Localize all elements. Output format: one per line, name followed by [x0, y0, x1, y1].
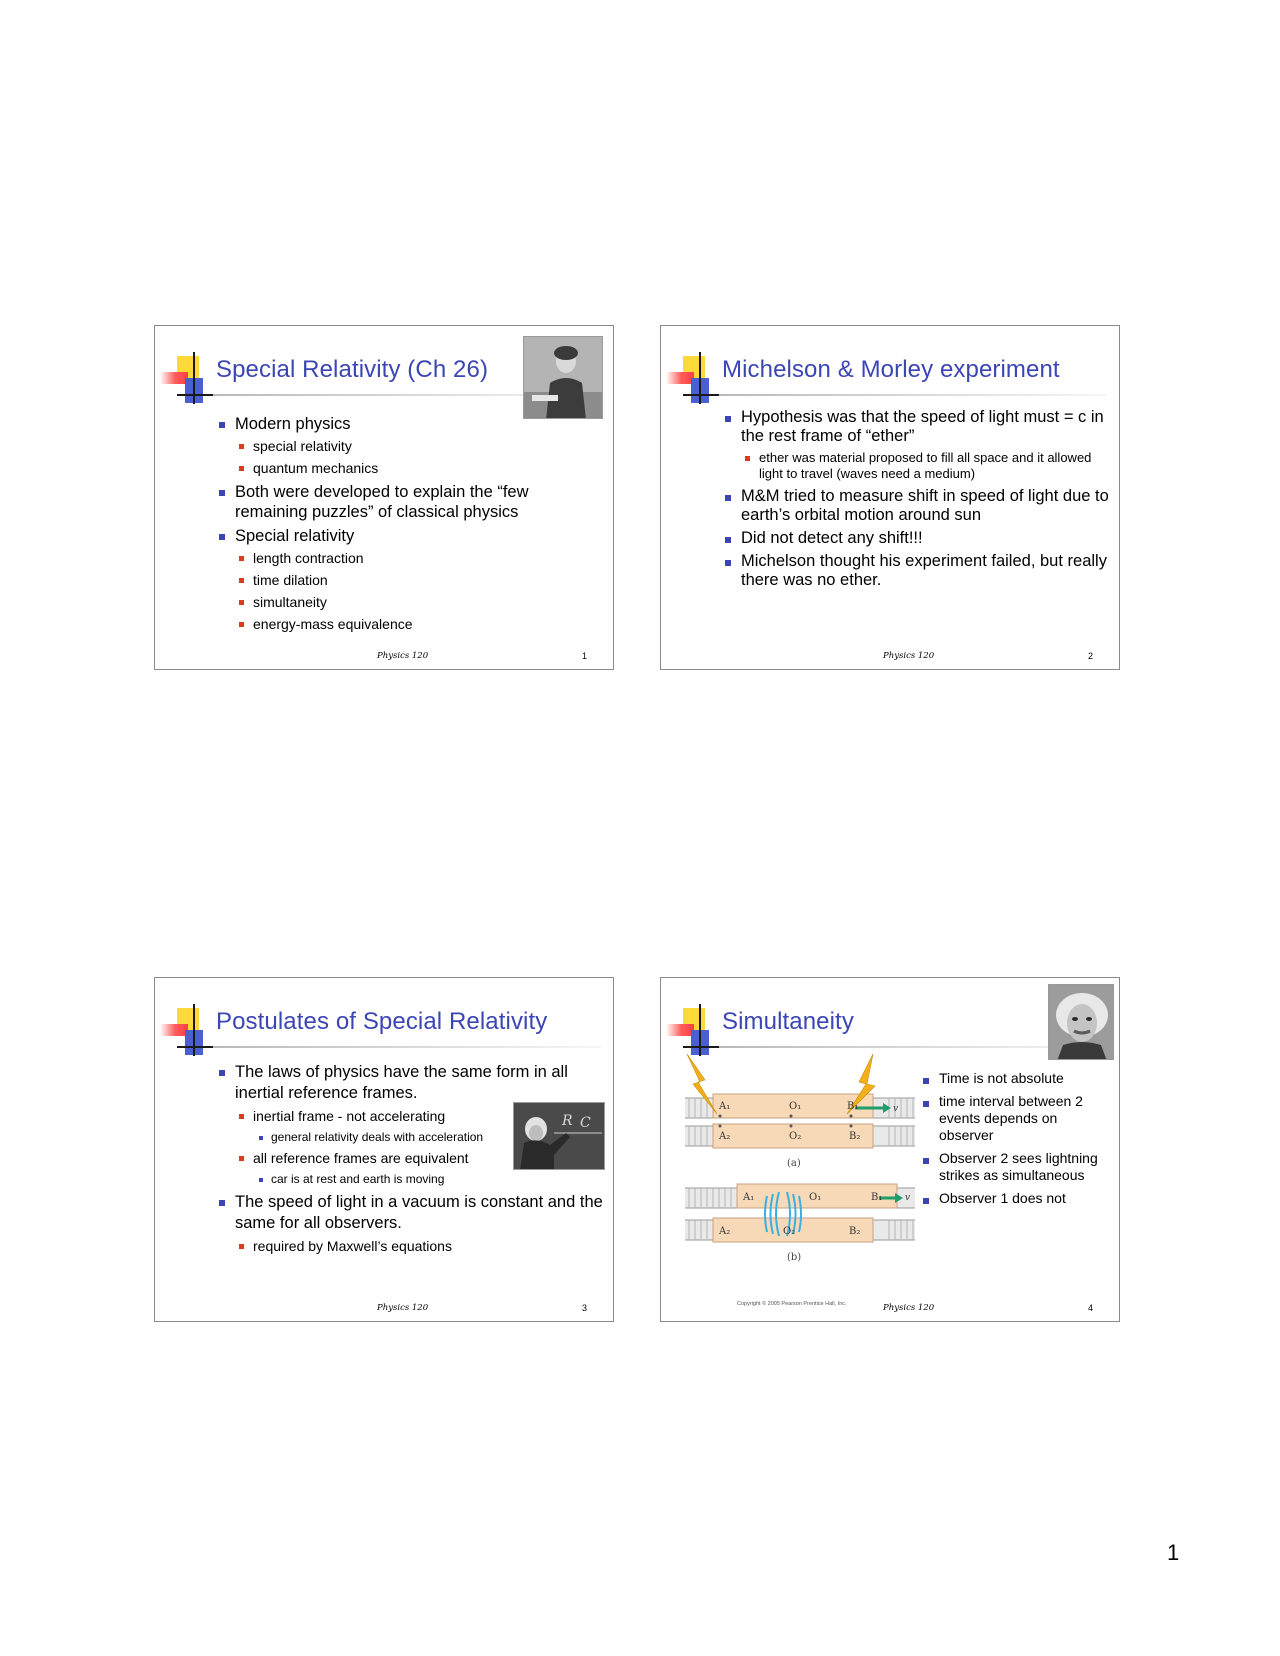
slide-4	[660, 977, 1120, 1322]
footer-course-label: Physics 120	[883, 651, 935, 661]
svg-text:A₂: A₂	[719, 1131, 731, 1142]
slide-footer	[155, 1303, 613, 1317]
sub-bullet-item: ether was material proposed to fill all space and it allowed light to travel (waves need a medium)	[745, 450, 1111, 482]
sub-bullet-item: inertial frame - not accelerating	[239, 1108, 607, 1125]
bullet-item: M&M tried to measure shift in speed of light due to earth’s orbital motion around sun	[725, 487, 1111, 525]
sub-bullet-item: simultaneity	[239, 594, 601, 611]
sub-bullet-item: length contraction	[239, 550, 601, 567]
slide-footer	[155, 651, 613, 665]
svg-text:B₁: B₁	[847, 1101, 859, 1112]
title-rule	[719, 394, 1107, 396]
svg-text:O₂: O₂	[789, 1131, 802, 1142]
slide-title: Postulates of Special Relativity	[216, 1008, 548, 1035]
svg-text:O₁: O₁	[809, 1192, 822, 1203]
svg-text:(a): (a)	[787, 1158, 801, 1169]
figure-copyright: Copyright © 2005 Pearson Prentice Hall, Inc.	[737, 1301, 847, 1307]
bullet-item: Time is not absolute	[923, 1070, 1109, 1087]
slide-body	[725, 408, 1111, 594]
slide-1	[154, 325, 614, 670]
sub-bullet-item: all reference frames are equivalent	[239, 1150, 607, 1167]
sub-bullet-item: required by Maxwell’s equations	[239, 1238, 607, 1255]
svg-text:B₂: B₂	[849, 1131, 861, 1142]
footer-course-label: Physics 120	[377, 1303, 429, 1313]
slide-footer	[661, 1303, 1119, 1317]
slide-number: 3	[581, 1303, 587, 1313]
svg-text:O₂: O₂	[783, 1226, 796, 1237]
einstein-portrait-image	[523, 336, 603, 419]
sub-bullet-item: time dilation	[239, 572, 601, 589]
svg-text:v: v	[893, 1104, 899, 1114]
slide-title: Special Relativity (Ch 26)	[216, 356, 489, 383]
svg-text:(b): (b)	[787, 1252, 802, 1263]
bullet-item: Hypothesis was that the speed of light must = c in the rest frame of “ether”	[725, 408, 1111, 446]
slide-number: 4	[1087, 1303, 1093, 1313]
svg-text:A₁: A₁	[719, 1101, 731, 1112]
bullet-item: Modern physics	[219, 414, 601, 434]
footer-course-label: Physics 120	[883, 1303, 935, 1313]
svg-text:C: C	[580, 1115, 591, 1131]
slide-title: Michelson & Morley experiment	[722, 356, 1060, 383]
slide-title: Simultaneity	[722, 1008, 854, 1035]
slide-number: 1	[581, 651, 587, 661]
svg-text:B₁: B₁	[871, 1192, 883, 1203]
svg-text:R: R	[562, 1113, 573, 1129]
svg-text:A₁: A₁	[743, 1192, 755, 1203]
sub-sub-bullet-item: general relativity deals with acceleration	[259, 1130, 607, 1145]
svg-text:A₂: A₂	[719, 1226, 731, 1237]
bullet-item: The laws of physics have the same form in all inertial reference frames.	[219, 1062, 607, 1104]
slide-number: 2	[1087, 651, 1093, 661]
sub-bullet-item: quantum mechanics	[239, 460, 601, 477]
slide-3	[154, 977, 614, 1322]
slide-body	[219, 1062, 607, 1260]
slide-body	[923, 1070, 1109, 1213]
slide-footer	[661, 651, 1119, 665]
sub-bullet-item: energy-mass equivalence	[239, 616, 601, 633]
train-lightning-figure	[683, 1054, 921, 1304]
slide-2	[660, 325, 1120, 670]
svg-text:v: v	[905, 1193, 911, 1203]
title-rule	[213, 1046, 601, 1048]
bullet-item: Observer 2 sees lightning strikes as simultaneous	[923, 1150, 1109, 1184]
sub-bullet-item: special relativity	[239, 438, 601, 455]
bullet-item: Michelson thought his experiment failed, but really there was no ether.	[725, 552, 1111, 590]
svg-text:B₂: B₂	[849, 1226, 861, 1237]
einstein-portrait-image	[1048, 984, 1114, 1060]
bullet-item: Both were developed to explain the “few remaining puzzles” of classical physics	[219, 482, 601, 522]
page-number: 1	[1167, 1540, 1180, 1565]
bullet-item: Did not detect any shift!!!	[725, 529, 1111, 548]
slide-body	[219, 414, 601, 638]
footer-course-label: Physics 120	[377, 651, 429, 661]
bullet-item: The speed of light in a vacuum is constant and the same for all observers.	[219, 1192, 607, 1234]
bullet-item: time interval between 2 events depends on observer	[923, 1093, 1109, 1144]
bullet-item: Special relativity	[219, 526, 601, 546]
sub-sub-bullet-item: car is at rest and earth is moving	[259, 1172, 607, 1187]
svg-text:O₁: O₁	[789, 1101, 802, 1112]
bullet-item: Observer 1 does not	[923, 1190, 1109, 1207]
